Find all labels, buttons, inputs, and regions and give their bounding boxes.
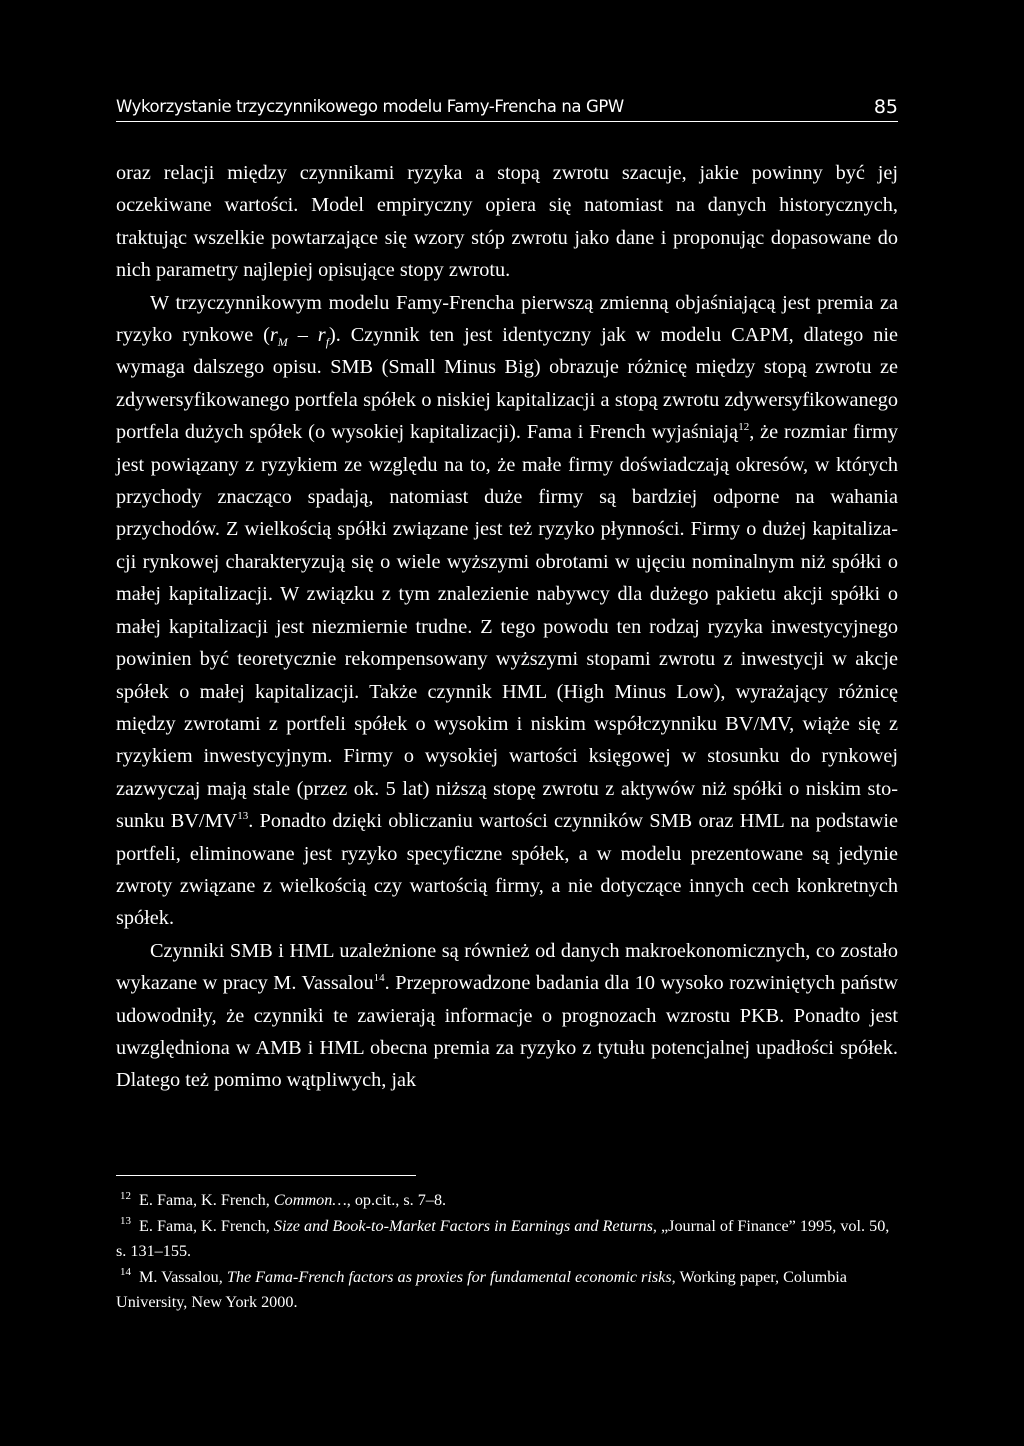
footnote-ref-14[interactable]: 14: [373, 972, 385, 985]
symbol-r-market: r: [269, 324, 278, 347]
footnote-text: M. Vassalou,: [139, 1267, 227, 1286]
body-text: [116, 157, 898, 1097]
subscript-f: f: [325, 335, 330, 350]
footnote-14: 14 M. Vassalou, The Fama-French factors as proxies for fundamental economic risks, Working paper, Columbia University, New York 2000.: [116, 1266, 847, 1311]
footnote-title: Common…: [273, 1191, 347, 1209]
paragraph-3: [116, 935, 898, 1097]
footnote-text: E. Fama, K. French,: [139, 1191, 274, 1209]
footnote-text: , „Journal of Finance” 1995, vol. 50, s. 131–155.: [116, 1216, 890, 1260]
footnote-text: E. Fama, K. French,: [139, 1216, 274, 1235]
footnote-ref-12[interactable]: 12: [738, 421, 750, 434]
header-rule: [116, 121, 898, 122]
footnote-title: Size and Book-to-Market Factors in Earnings and Returns: [273, 1216, 653, 1235]
page-number: 85: [873, 96, 898, 118]
symbol-r-free: r: [317, 324, 326, 347]
paragraph-2: [116, 287, 898, 935]
paragraph-2-text-c: , że rozmiar firmy jest powiązany z ryzykiem ze względu na to, że małe firmy doświadczają okresów, w których przychody znacząco spadają, natomiast duże firmy są bardziej odporne na wahania przychodów. Z wielkością spółki związane jest też ryzyko płynności. Firmy o dużej kapitalizacji rynkowej charakteryzują się o wiele wyższymi obrotami w ujęciu nominalnym niż spółki o małej kapitalizacji. W związku z tym znalezienie nabywcy dla dużego pakietu akcji spółki o małej kapitalizacji jest niezmiernie trudne. Z tego powodu ten rodzaj ryzyka inwestycyjnego powinien być teoretycznie rekompensowany wyższymi stopami zwrotu z inwestycji w akcje spółek o małej kapitalizacji. Także czynnik HML (High Minus Low), wyrażający różnicę między zwrotami z portfeli spółek o wysokim i niskim współczynniku BV/MV, wiąże się z ryzykiem inwestycyjnym. Firmy o wysokiej wartości księgowej w stosunku do rynkowej zazwyczaj mają stale (przez ok. 5 lat) niższą stopę zwrotu z aktywów niż spółki o niskim stosunku BV/MV: [116, 421, 898, 833]
footnote-text: , op.cit., s. 7–8.: [346, 1191, 447, 1209]
paragraph-2-text-b: ). Czynnik ten jest identyczny jak w modelu CAPM, dlatego nie wymaga dalszego opisu. SMB (Small Minus Big) obrazuje różnicę między stopą zwrotu ze zdywersyfikowanego portfela spółek o niskiej kapitalizacji a stopą zwrotu zdywersyfikowanego portfela dużych spółek (o wysokiej kapitalizacji). Fama i French wyjaśniają: [116, 324, 898, 444]
paragraph-1: oraz relacji między czynnikami ryzyka a stopą zwrotu szacuje, jakie powinny być jej oczekiwane wartości. Model empiryczny opiera się natomiast na danych historycznych, traktując wszelkie powtarzające się wzory stóp zwrotu jako dane i proponując dopasowane do nich parametry najlepiej opisujące stopy zwrotu.: [116, 162, 898, 282]
paragraph-2-text-a: W trzyczynnikowym modelu Famy-Frencha pierwszą zmienną objaśniającą jest premia za ryzyko rynkowe (: [116, 291, 898, 347]
paragraph-3-text-b: . Przeprowadzone badania dla 10 wysoko rozwiniętych państw udowodniły, że czynniki te zawierają informacje o prognozach wzrostu PKB. Ponadto jest uwzględniona w AMB i HML obecna premia za ryzyko z tytułu potencjalnej upadłości spółek. Dlatego też pomimo wątpliwych, jak: [116, 972, 898, 1092]
footnote-ref-13[interactable]: 13: [237, 810, 249, 823]
footnote-13: 13 E. Fama, K. French, Size and Book-to-Market Factors in Earnings and Returns, „Journal of Finance” 1995, vol. 50, s. 131–155.: [116, 1215, 890, 1260]
footnote-12: 12 E. Fama, K. French, Common…, op.cit., s. 7–8.: [120, 1189, 447, 1209]
footnotes: [116, 1188, 898, 1316]
footnote-separator: [116, 1175, 416, 1176]
footnote-text: , Working paper, Columbia University, New York 2000.: [116, 1267, 847, 1311]
paragraph-2-text-d: . Ponadto dzięki obliczaniu wartości czynników SMB oraz HML na podstawie portfeli, eliminowane jest ryzyko specyficzne spółek, a w modelu prezentowane są jedynie zwroty związane z wielkością czy wartością firmy, a nie dotyczące innych cech konkretnych spółek.: [116, 810, 898, 930]
paragraph-3-text-a: Czynniki SMB i HML uzależnione są również od danych makroekonomicznych, co zostało wykazane w pracy M. Vassalou: [116, 939, 898, 995]
minus-sign: –: [287, 324, 318, 347]
running-title: Wykorzystanie trzyczynnikowego modelu Famy-Frencha na GPW: [116, 97, 624, 116]
footnote-title: The Fama-French factors as proxies for fundamental economic risks: [226, 1267, 672, 1286]
subscript-m: M: [277, 335, 288, 350]
page-header: [116, 94, 898, 124]
